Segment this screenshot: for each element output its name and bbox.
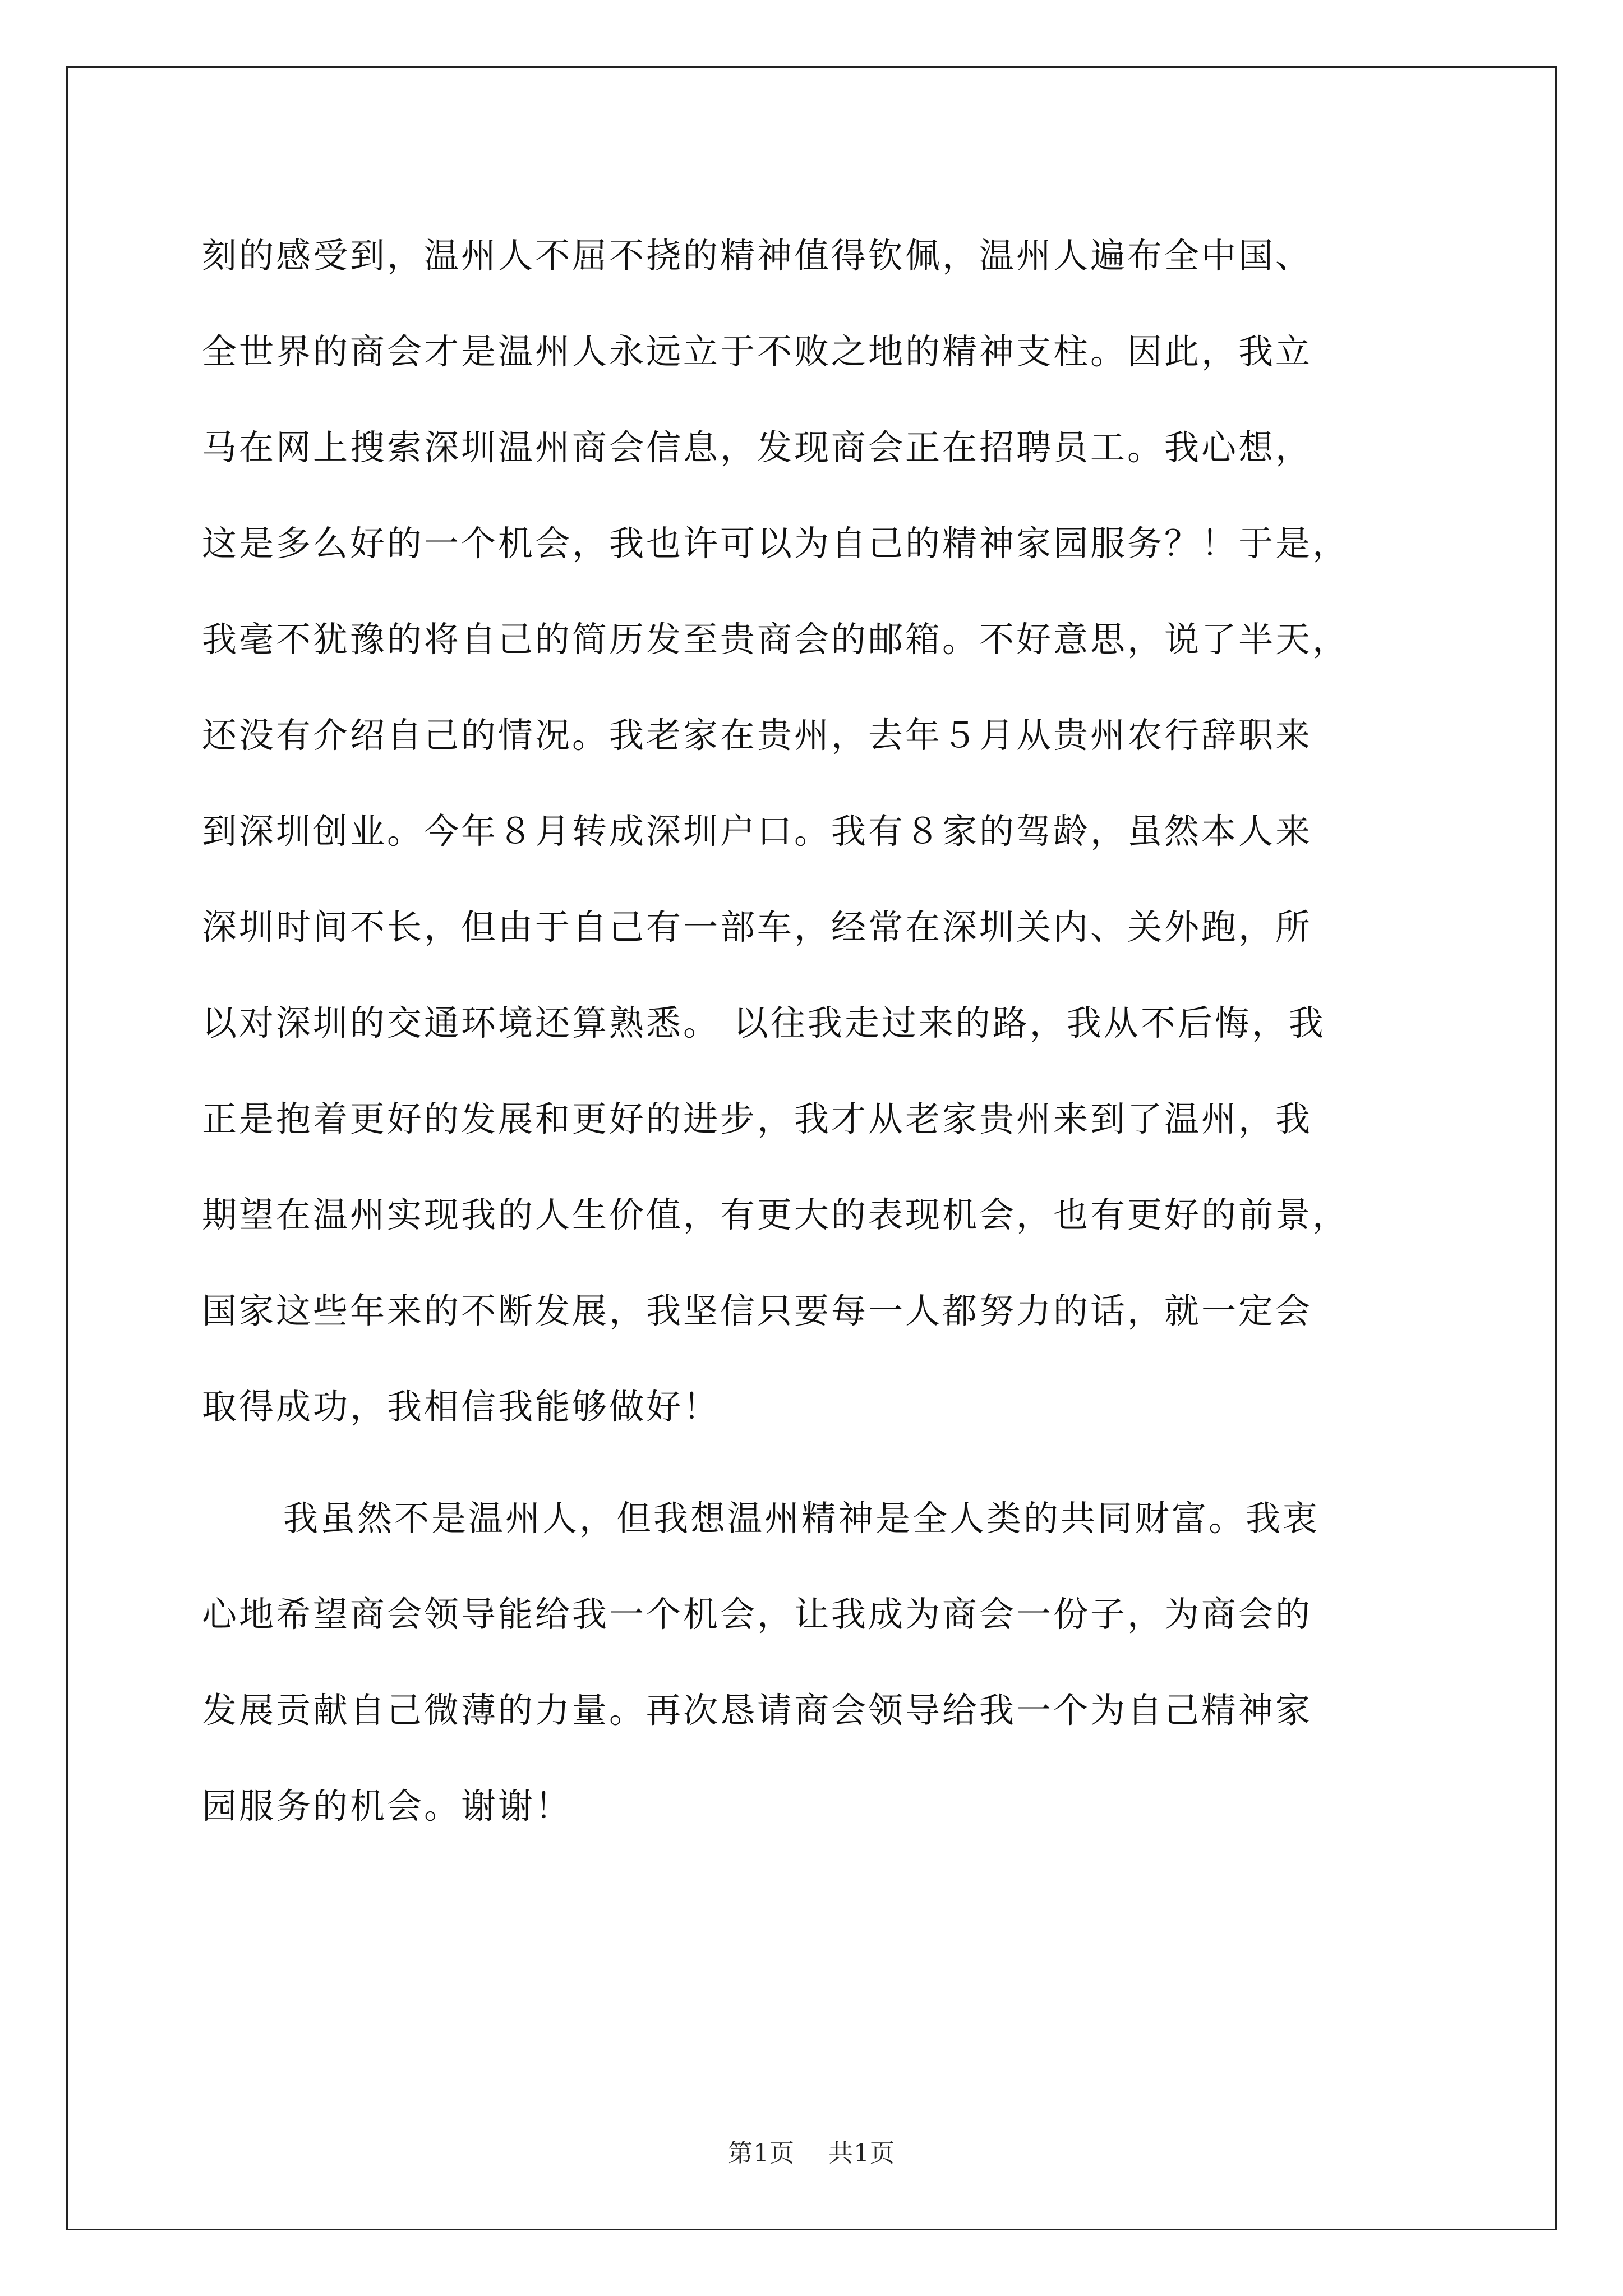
paragraph-2-line-3: 发展贡献自己微薄的力量。再次恳请商会领导给我一个为自己精神家 <box>202 1690 1313 1731</box>
paragraph-1-line-2: 全世界的商会才是温州人永远立于不败之地的精神支柱。因此，我立 <box>202 331 1313 372</box>
paragraph-1-line-3: 马在网上搜索深圳温州商会信息，发现商会正在招聘员工。我心想， <box>202 427 1313 468</box>
paragraph-gap <box>202 1455 1436 1470</box>
paragraph-1-line-10: 正是抱着更好的发展和更好的进步，我才从老家贵州来到了温州，我 <box>202 1098 1313 1139</box>
page-footer <box>0 2133 1623 2169</box>
paragraph-1-line-8: 深圳时间不长，但由于自己有一部车，经常在深圳关内、关外跑，所 <box>202 907 1313 947</box>
paragraph-2-line-4: 园服务的机会。谢谢！ <box>202 1786 573 1826</box>
paragraph-1-line-6: 还没有介绍自己的情况。我老家在贵州，去年５月从贵州农行辞职来 <box>202 715 1313 756</box>
paragraph-2-line-1: 我虽然不是温州人，但我想温州精神是全人类的共同财富。我衷 <box>283 1498 1320 1539</box>
page-number-current: 第1页 <box>728 2139 795 2168</box>
paragraph-1-line-12: 国家这些年来的不断发展，我坚信只要每一人都努力的话，就一定会 <box>202 1290 1313 1331</box>
paragraph-1-line-4: 这是多么好的一个机会，我也许可以为自己的精神家园服务？！于是， <box>202 523 1350 564</box>
paragraph-1-line-5: 我毫不犹豫的将自己的简历发至贵商会的邮箱。不好意思，说了半天， <box>202 619 1350 660</box>
paragraph-1-line-7: 到深圳创业。今年８月转成深圳户口。我有８家的驾龄，虽然本人来 <box>202 811 1313 852</box>
paragraph-1-line-9: 以对深圳的交通环境还算熟悉。 以往我走过来的路，我从不后悔，我 <box>202 1002 1326 1043</box>
paragraph-2-line-2: 心地希望商会领导能给我一个机会，让我成为商会一份子，为商会的 <box>202 1594 1313 1635</box>
page-number-total: 共1页 <box>828 2139 895 2168</box>
document-body <box>202 208 1436 1854</box>
paragraph-1-line-1: 刻的感受到，温州人不屈不挠的精神值得钦佩，温州人遍布全中国、 <box>202 235 1313 276</box>
paragraph-1-line-11: 期望在温州实现我的人生价值，有更大的表现机会，也有更好的前景， <box>202 1194 1350 1235</box>
paragraph-1-line-13: 取得成功，我相信我能够做好！ <box>202 1386 721 1427</box>
